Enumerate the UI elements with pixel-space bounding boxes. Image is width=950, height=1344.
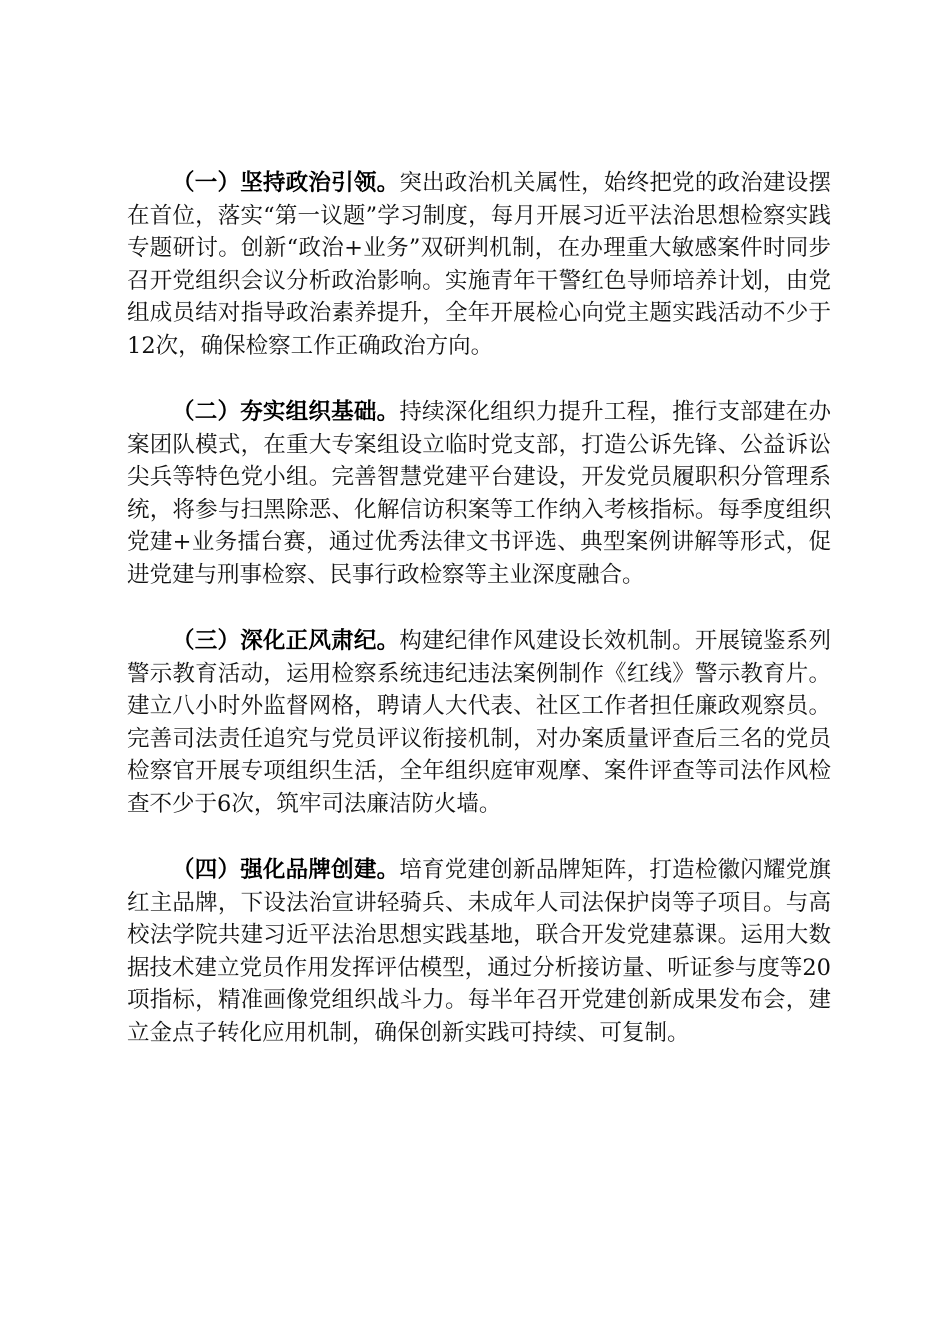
document-body [127, 167, 831, 1083]
section-body-3: 构建纪律作风建设长效机制。开展镜鉴系列警示教育活动，运用检察系统违纪违法案例制作《红线》警示教育片。建立八小时外监督网格，聘请人大代表、社区工作者担任廉政观察员。完善司法责任追究与党员评议衔接机制，对办案质量评查后三名的党员检察官开展专项组织生活，全年组织庭审观摩、案件评查等司法作风检查不少于6次，筑牢司法廉洁防火墙。 [127, 628, 831, 817]
section-heading-2: （二）夯实组织基础。 [172, 399, 400, 425]
section-paragraph-2 [127, 396, 831, 591]
section-heading-4: （四）强化品牌创建。 [172, 857, 400, 883]
section-heading-3: （三）深化正风肃纪。 [172, 628, 400, 654]
section-paragraph-4 [127, 854, 831, 1049]
section-body-2: 持续深化组织力提升工程，推行支部建在办案团队模式，在重大专案组设立临时党支部，打造公诉先锋、公益诉讼尖兵等特色党小组。完善智慧党建平台建设，开发党员履职积分管理系统，将参与扫黑除恶、化解信访积案等工作纳入考核指标。每季度组织党建+业务擂台赛，通过优秀法律文书评选、典型案例讲解等形式，促进党建与刑事检察、民事行政检察等主业深度融合。 [127, 399, 831, 588]
section-paragraph-1 [127, 167, 831, 362]
section-heading-1: （一）坚持政治引领。 [172, 170, 400, 196]
section-body-1: 突出政治机关属性，始终把党的政治建设摆在首位，落实“第一议题”学习制度，每月开展习近平法治思想检察实践专题研讨。创新“政治+业务”双研判机制，在办理重大敏感案件时同步召开党组织会议分析政治影响。实施青年干警红色导师培养计划，由党组成员结对指导政治素养提升，全年开展检心向党主题实践活动不少于12次，确保检察工作正确政治方向。 [127, 170, 831, 359]
section-body-4: 培育党建创新品牌矩阵，打造检徽闪耀党旗红主品牌，下设法治宣讲轻骑兵、未成年人司法保护岗等子项目。与高校法学院共建习近平法治思想实践基地，联合开发党建慕课。运用大数据技术建立党员作用发挥评估模型，通过分析接访量、听证参与度等20项指标，精准画像党组织战斗力。每半年召开党建创新成果发布会，建立金点子转化应用机制，确保创新实践可持续、可复制。 [127, 857, 831, 1046]
section-paragraph-3 [127, 625, 831, 820]
